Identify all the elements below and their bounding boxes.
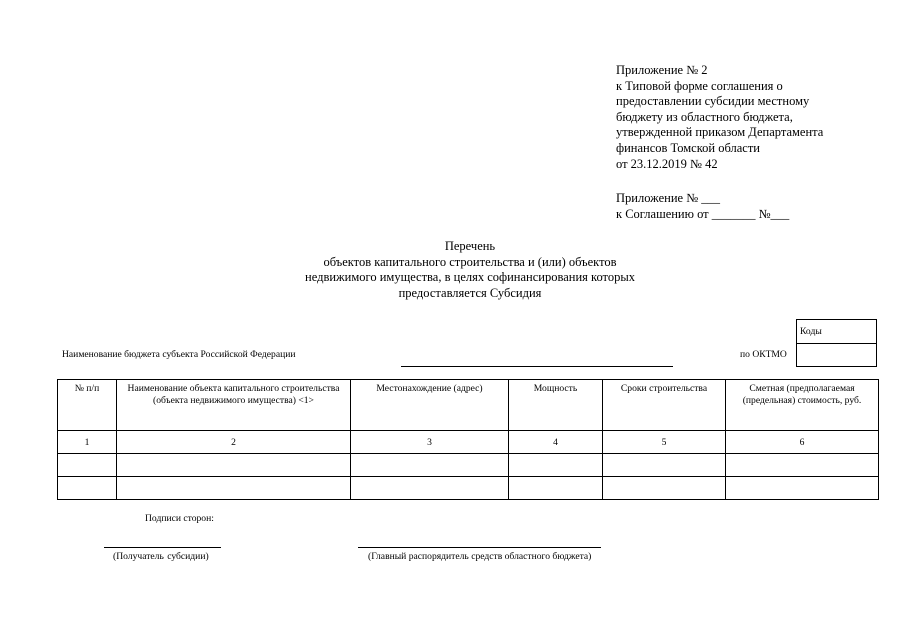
budget-name-field[interactable] <box>401 366 673 367</box>
agreement-appendix-number: Приложение № ___ <box>616 191 721 205</box>
document-title <box>200 239 740 301</box>
column-number: 3 <box>351 431 509 454</box>
table-cell[interactable] <box>117 454 351 477</box>
table-cell[interactable] <box>117 477 351 500</box>
recipient-signature-line[interactable] <box>104 547 221 548</box>
column-number: 6 <box>726 431 879 454</box>
title-line: предоставляется Субсидия <box>398 285 542 300</box>
oktmo-label: по ОКТМО <box>740 349 787 360</box>
administrator-caption: (Главный распорядитель средств областного бюджета) <box>368 551 592 562</box>
column-numbers-row <box>58 431 879 454</box>
title-line: недвижимого имущества, в целях софинансирования которых <box>305 270 635 285</box>
table-cell[interactable] <box>509 477 603 500</box>
table-cell[interactable] <box>603 477 726 500</box>
appendix-line: предоставлении субсидии местному <box>616 94 810 109</box>
signatures-label: Подписи сторон: <box>145 513 214 524</box>
administrator-signature-line[interactable] <box>358 547 601 548</box>
appendix-line: утвержденной приказом Департамента <box>616 125 824 140</box>
column-number: 4 <box>509 431 603 454</box>
agreement-date-number: к Соглашению от _______ №___ <box>616 206 790 221</box>
objects-table <box>57 379 879 500</box>
col-header-number: № п/п <box>58 380 117 431</box>
appendix-line: от 23.12.2019 № 42 <box>616 156 718 171</box>
agreement-reference <box>616 191 789 222</box>
codes-box <box>796 319 877 367</box>
column-number: 5 <box>603 431 726 454</box>
appendix-header <box>616 63 901 172</box>
col-header-location: Местонахождение (адрес) <box>351 380 509 431</box>
table-cell[interactable] <box>726 454 879 477</box>
budget-name-label: Наименование бюджета субъекта Российской Федерации <box>62 349 296 360</box>
table-header-row <box>58 380 879 431</box>
appendix-line: к Типовой форме соглашения о <box>616 78 783 93</box>
col-header-capacity: Мощность <box>509 380 603 431</box>
table-cell[interactable] <box>351 454 509 477</box>
appendix-line: бюджету из областного бюджета, <box>616 109 793 124</box>
col-header-construction-period: Сроки строительства <box>603 380 726 431</box>
table-cell[interactable] <box>509 454 603 477</box>
recipient-caption: (Получатель субсидии) <box>113 551 209 562</box>
title-line: Перечень <box>444 239 496 253</box>
codes-header: Коды <box>797 320 876 344</box>
column-number: 2 <box>117 431 351 454</box>
table-cell[interactable] <box>58 454 117 477</box>
table-cell[interactable] <box>726 477 879 500</box>
col-header-object-name: Наименование объекта капитального строительства (объекта недвижимого имущества) <1> <box>117 380 351 431</box>
table-cell[interactable] <box>603 454 726 477</box>
oktmo-code-cell[interactable] <box>797 344 876 367</box>
col-header-estimated-cost: Сметная (предполагаемая (предельная) стоимость, руб. <box>726 380 879 431</box>
appendix-line: Приложение № 2 <box>616 63 708 77</box>
column-number: 1 <box>58 431 117 454</box>
appendix-line: финансов Томской области <box>616 140 760 155</box>
title-line: объектов капитального строительства и (или) объектов <box>323 254 617 269</box>
table-cell[interactable] <box>351 477 509 500</box>
table-row <box>58 477 879 500</box>
table-row <box>58 454 879 477</box>
table-cell[interactable] <box>58 477 117 500</box>
